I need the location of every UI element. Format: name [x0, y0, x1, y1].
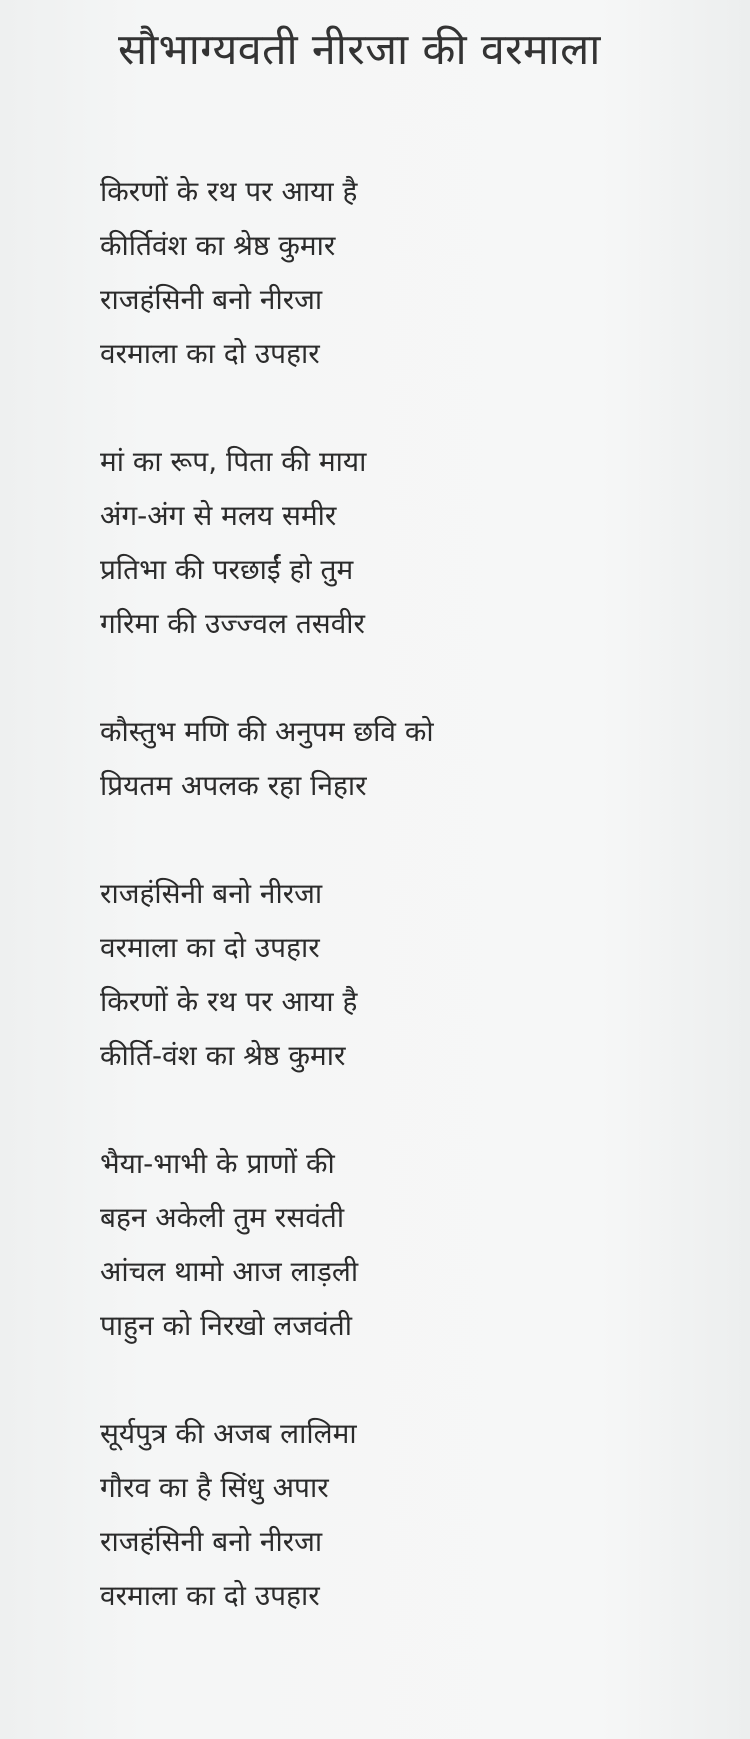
stanza	[100, 705, 720, 813]
poem-line: वरमाला का दो उपहार	[100, 337, 320, 370]
poem-line: राजहंसिनी बनो नीरजा	[100, 283, 323, 316]
poem-line: कीर्ति-वंश का श्रेष्ठ कुमार	[100, 1039, 346, 1072]
poem-line: किरणों के रथ पर आया है	[100, 985, 358, 1018]
poem-line: कीर्तिवंश का श्रेष्ठ कुमार	[100, 229, 336, 262]
poem-line: किरणों के रथ पर आया है	[100, 175, 358, 208]
poem-line: राजहंसिनी बनो नीरजा	[100, 1525, 323, 1558]
poem-body	[100, 165, 720, 1677]
poem-line: आंचल थामो आज लाड़ली	[100, 1255, 359, 1288]
stanza	[100, 1407, 720, 1623]
poem-line: गौरव का है सिंधु अपार	[100, 1471, 329, 1504]
poem-line: बहन अकेली तुम रसवंती	[100, 1201, 345, 1234]
poem-line: प्रतिभा की परछाईं हो तुम	[100, 553, 354, 586]
poem-line: वरमाला का दो उपहार	[100, 931, 320, 964]
poem-line: अंग-अंग से मलय समीर	[100, 499, 337, 532]
stanza	[100, 867, 720, 1083]
stanza	[100, 165, 720, 381]
stanza	[100, 435, 720, 651]
poem-line: प्रियतम अपलक रहा निहार	[100, 769, 367, 802]
poem-line: वरमाला का दो उपहार	[100, 1579, 320, 1612]
poem-line: कौस्तुभ मणि की अनुपम छवि को	[100, 715, 434, 748]
poem-line: गरिमा की उज्ज्वल तसवीर	[100, 607, 366, 640]
stanza	[100, 1137, 720, 1353]
poem-line: पाहुन को निरखो लजवंती	[100, 1309, 352, 1342]
poem-line: सूर्यपुत्र की अजब लालिमा	[100, 1417, 357, 1450]
poem-line: राजहंसिनी बनो नीरजा	[100, 877, 323, 910]
poem-line: भैया-भाभी के प्राणों की	[100, 1147, 335, 1180]
poem-title: सौभाग्यवती नीरजा की वरमाला	[118, 25, 601, 75]
poem-line: मां का रूप, पिता की माया	[100, 445, 367, 478]
